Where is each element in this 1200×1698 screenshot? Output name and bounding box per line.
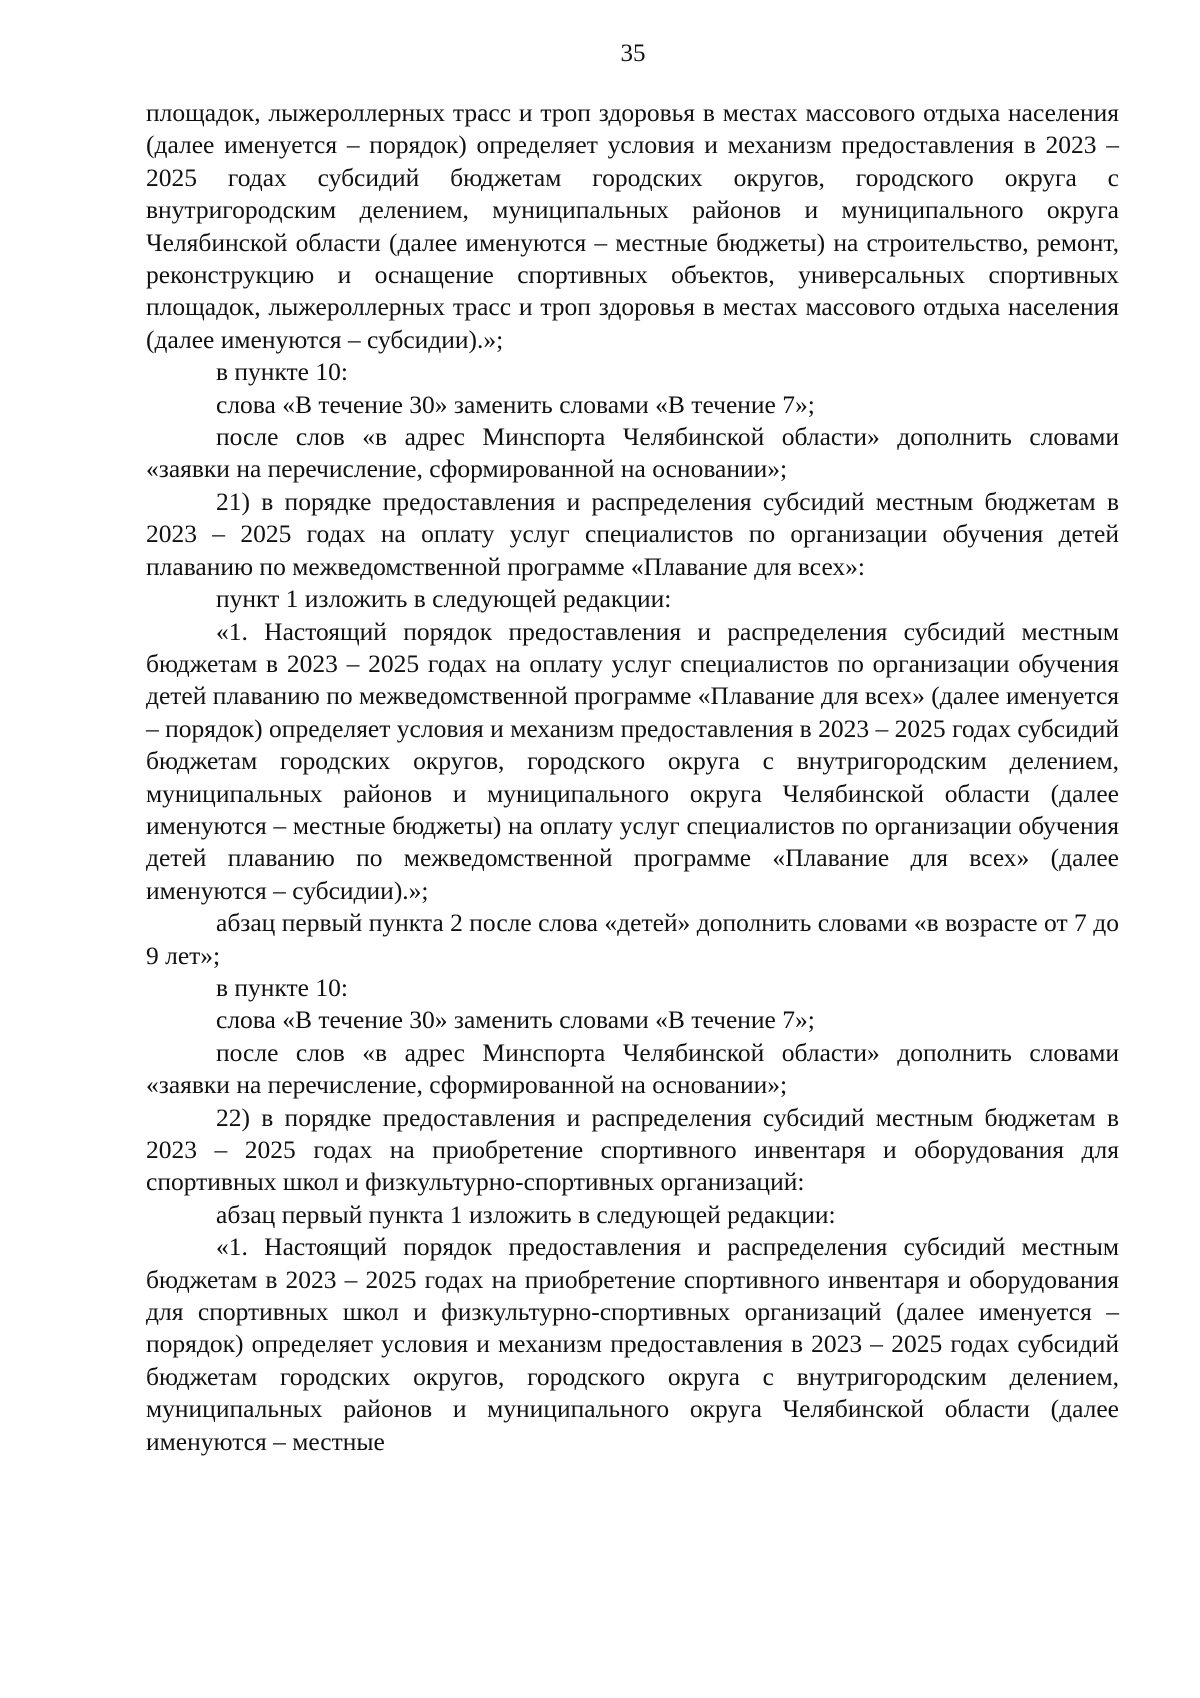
document-body — [146, 97, 1119, 1458]
paragraph: после слов «в адрес Минспорта Челябинской области» дополнить словами «заявки на перечисление, сформированной на основании»; — [146, 422, 1119, 484]
paragraph: абзац первый пункта 1 изложить в следующей редакции: — [216, 1199, 836, 1229]
paragraph: абзац первый пункта 2 после слова «детей» дополнить словами «в возрасте от 7 до 9 лет»; — [146, 908, 1119, 970]
page-number: 35 — [620, 40, 646, 67]
paragraph: в пункте 10: — [216, 357, 348, 387]
paragraph: после слов «в адрес Минспорта Челябинской области» дополнить словами «заявки на перечисление, сформированной на основании»; — [146, 1037, 1119, 1100]
paragraph-quoted-rule: «1. Настоящий порядок предоставления и распределения субсидий местным бюджетам в 2023 – 2025 годах на приобретение спортивного инвентаря и оборудования для спортивных школ и физкультурно-спортивных организаций (далее именуется – порядок) определяет условия и механизм предоставления в 2023 – 2025 годах субсидий бюджетам городских округов, городского округа с внутригородским делением, муниципальных районов и муниципального округа Челябинской области (далее именуются – местные — [146, 1232, 1119, 1456]
paragraph-item-22: 22) в порядке предоставления и распределения субсидий местным бюджетам в 2023 – 2025 годах на приобретение спортивного инвентаря и оборудования для спортивных школ и физкультурно-спортивных организаций: — [146, 1102, 1119, 1197]
paragraph-continuation: площадок, лыжероллерных трасс и троп здоровья в местах массового отдыха населения (далее именуется – порядок) определяет условия и механизм предоставления в 2023 – 2025 годах субсидий бюджетам городских округов, городского округа с внутригородским делением, муниципальных районов и муниципального округа Челябинской области (далее именуются – местные бюджеты) на строительство, ремонт, реконструкцию и оснащение спортивных объектов, универсальных спортивных площадок, лыжероллерных трасс и троп здоровья в местах массового отдыха населения (далее именуются – субсидии).»; — [146, 98, 1119, 354]
paragraph: в пункте 10: — [216, 972, 348, 1002]
paragraph: слова «В течение 30» заменить словами «В течение 7»; — [216, 1005, 815, 1035]
paragraph: пункт 1 изложить в следующей редакции: — [216, 584, 672, 614]
paragraph-item-21: 21) в порядке предоставления и распределения субсидий местным бюджетам в 2023 – 2025 годах на оплату услуг специалистов по организации обучения детей плаванию по межведомственной программе «Плавание для всех»: — [146, 486, 1119, 581]
paragraph-quoted-rule: «1. Настоящий порядок предоставления и распределения субсидий местным бюджетам в 2023 – 2025 годах на оплату услуг специалистов по организации обучения детей плаванию по межведомственной программе «Плавание для всех» (далее именуется – порядок) определяет условия и механизм предоставления в 2023 – 2025 годах субсидий бюджетам городских округов, городского округа с внутригородским делением, муниципальных районов и муниципального округа Челябинской области (далее именуются – местные бюджеты) на оплату услуг специалистов по организации обучения детей плаванию по межведомственной программе «Плавание для всех» (далее именуются – субсидии).»; — [146, 616, 1119, 905]
paragraph: слова «В течение 30» заменить словами «В течение 7»; — [216, 389, 815, 419]
